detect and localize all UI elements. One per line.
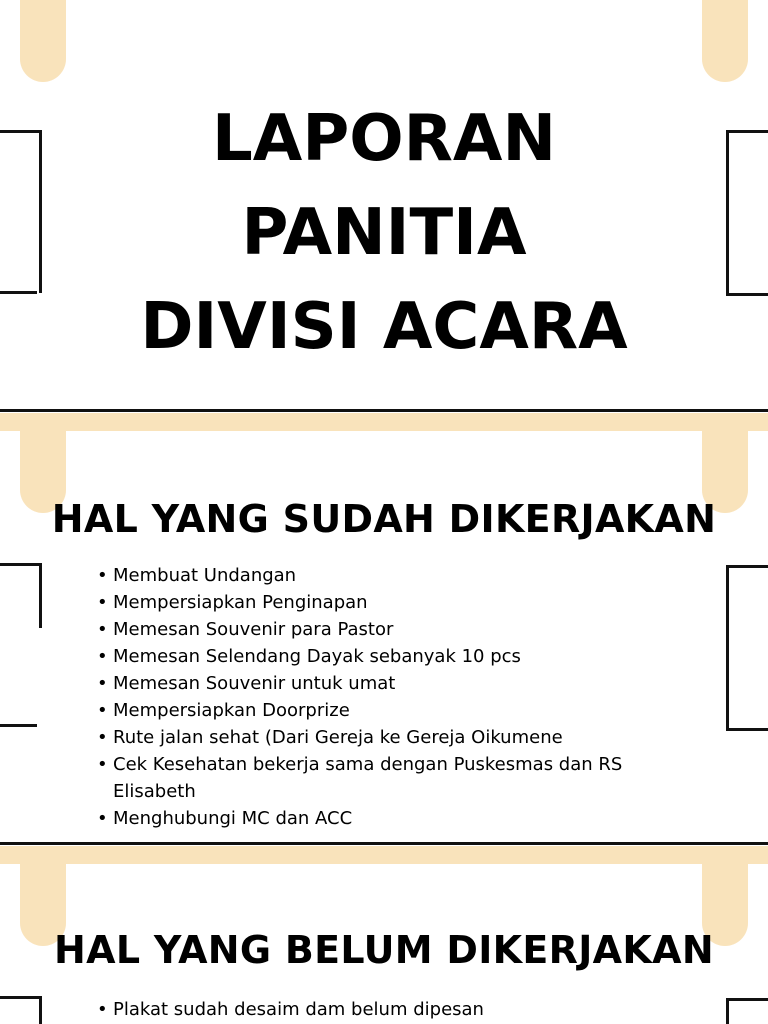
slide-divider-band [0, 846, 768, 864]
slide-divider [0, 842, 768, 845]
list-item: • Menghubungi MC dan ACC [95, 805, 695, 832]
pending-list [95, 996, 695, 1023]
list-item: • Rute jalan sehat (Dari Gereja ke Gereja Oikumene [95, 724, 695, 751]
decorative-bracket-left [0, 563, 42, 628]
title-line-2: PANITIA [241, 196, 527, 270]
list-item: • Memesan Souvenir para Pastor [95, 616, 695, 643]
section-heading-completed: HAL YANG SUDAH DIKERJAKAN [51, 497, 717, 541]
list-item: • Mempersiapkan Doorprize [95, 697, 695, 724]
slide-pending [0, 864, 768, 1024]
decorative-bracket-left-bottom [0, 724, 37, 727]
title-line-3: DIVISI ACARA [140, 290, 628, 364]
title-line-1: LAPORAN [212, 102, 556, 176]
slide-divider [0, 409, 768, 412]
list-item: • Membuat Undangan [95, 562, 695, 589]
slide-divider-band [0, 413, 768, 431]
list-item: • Memesan Souvenir untuk umat [95, 670, 695, 697]
section-heading-pending: HAL YANG BELUM DIKERJAKAN [54, 928, 714, 972]
decorative-bracket-right [726, 565, 768, 731]
list-item: • Plakat sudah desaim dam belum dipesan [95, 996, 695, 1023]
slide-completed [0, 431, 768, 842]
presentation-title [0, 92, 768, 374]
list-item: • Cek Kesehatan bekerja sama dengan Puskesmas dan RS Elisabeth [95, 751, 673, 805]
completed-list [95, 562, 695, 832]
decorative-tab-left [20, 0, 66, 82]
decorative-bracket-right [726, 998, 768, 1024]
list-item: • Memesan Selendang Dayak sebanyak 10 pcs [95, 643, 695, 670]
slide-title [0, 0, 768, 411]
decorative-tab-right [702, 0, 748, 82]
decorative-bracket-left [0, 996, 42, 1024]
list-item: • Mempersiapkan Penginapan [95, 589, 695, 616]
